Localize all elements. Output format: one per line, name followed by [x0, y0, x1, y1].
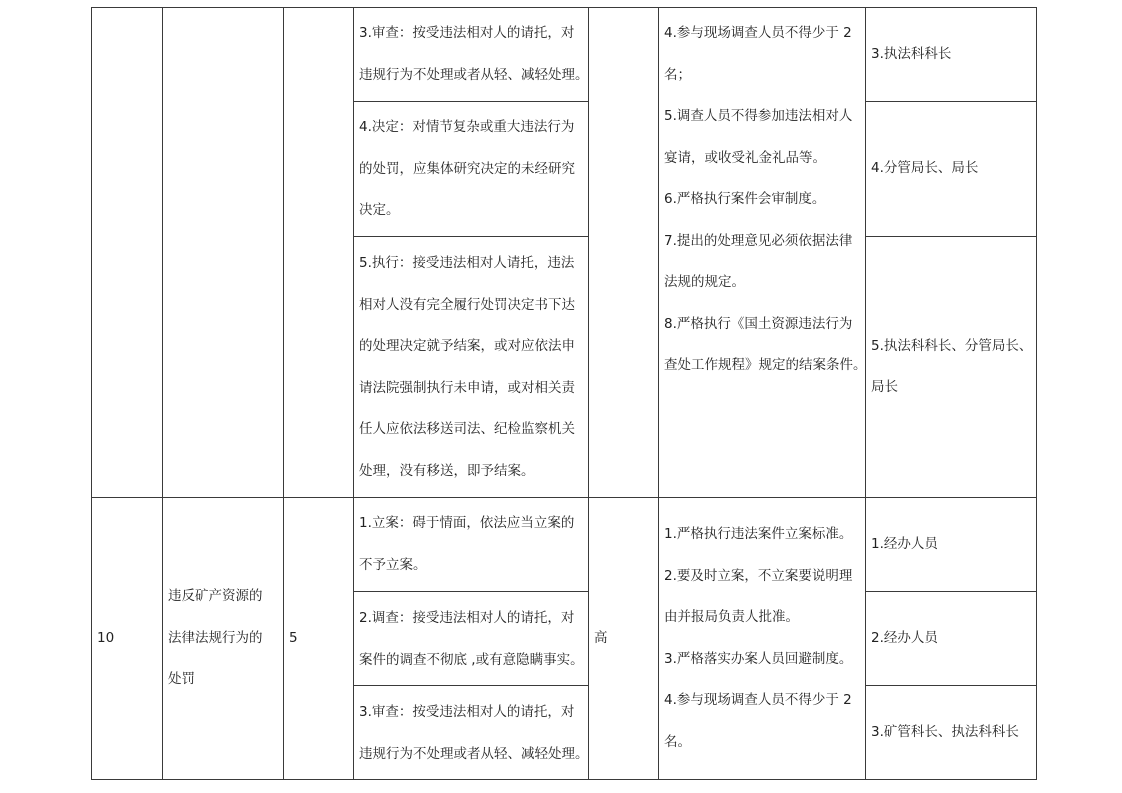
- risk-step-cell: [359, 503, 574, 586]
- cell-text-line: 请法院强制执行未申请，或对相关责: [359, 379, 575, 396]
- table-border-bottom: [91, 779, 1037, 780]
- cell-text-line: 4.参与现场调查人员不得少于 2: [664, 692, 852, 708]
- risk-step-cell: [359, 13, 589, 96]
- cell-text-line: 宴请，或收受礼金礼品等。: [664, 149, 826, 166]
- cell-text-line: 4.决定：对情节复杂或重大违法行为: [359, 119, 575, 135]
- cell-text-line: 处罚: [168, 671, 195, 688]
- sub-row-divider: [353, 685, 589, 686]
- prevention-measures-cell: [664, 514, 852, 763]
- cell-text-line: 8.严格执行《国土资源违法行为: [664, 315, 853, 332]
- cell-text-line: 违反矿产资源的: [168, 588, 263, 605]
- risk-step-cell: [359, 598, 584, 681]
- cell-text-line: 局长: [871, 379, 898, 395]
- cell-text-line: 处理，没有移送，即予结案。: [359, 462, 535, 479]
- column-divider: [658, 7, 659, 780]
- cell-text-line: 3.严格落实办案人员回避制度。: [664, 650, 853, 667]
- cell-text-line: 3.审查：按受违法相对人的请托，对: [359, 704, 575, 720]
- cell-text-line: 查处工作规程》规定的结案条件。: [664, 357, 867, 373]
- sub-row-divider: [353, 591, 589, 592]
- cell-text-line: 1.严格执行违法案件立案标准。: [664, 526, 853, 542]
- cell-text-line: 7.提出的处理意见必须依据法律: [664, 232, 853, 249]
- cell-text-line: 由并报局负责人批准。: [664, 609, 799, 625]
- cell-text-line: 违规行为不处理或者从轻、减轻处理。: [359, 66, 589, 83]
- cell-text-line: 2.要及时立案，不立案要说明理: [664, 567, 853, 584]
- cell-text-line: 相对人没有完全履行处罚决定书下达: [359, 296, 575, 313]
- risk-level: 高: [594, 629, 608, 646]
- cell-text-line: 名。: [664, 733, 691, 750]
- cell-text-line: 5.执行：接受违法相对人请托，违法: [359, 255, 575, 271]
- cell-text-line: 违规行为不处理或者从轻、减轻处理。: [359, 745, 589, 762]
- risk-level-cell: [594, 498, 608, 779]
- cell-text-line: 的处罚，应集体研究决定的未经研究: [359, 160, 575, 177]
- sub-row-divider: [353, 101, 589, 102]
- cell-text-line: 的处理决定就予结案，或对应依法申: [359, 338, 575, 354]
- row-number-cell: [97, 498, 114, 779]
- column-divider: [162, 7, 163, 780]
- cell-text-line: 2.经办人员: [871, 629, 938, 646]
- count-cell: [289, 498, 298, 779]
- cell-text-line: 法律法规行为的: [168, 629, 263, 646]
- responsible-person-cell: [871, 498, 938, 591]
- responsible-person-cell: [871, 102, 978, 236]
- sub-row-divider: [353, 236, 589, 237]
- cell-text-line: 案件的调查不彻底 ,或有意隐瞒事实。: [359, 651, 584, 668]
- column-divider: [283, 7, 284, 780]
- cell-text-line: 任人应依法移送司法、纪检监察机关: [359, 421, 575, 437]
- cell-text-line: 法规的规定。: [664, 274, 745, 290]
- cell-text-line: 3.执法科科长: [871, 45, 952, 62]
- responsible-person-cell: [871, 686, 1019, 779]
- table-border-left: [91, 7, 92, 780]
- prevention-measures-cell: [664, 13, 867, 387]
- table-border-right: [1036, 7, 1037, 780]
- responsible-person-cell: [871, 237, 1032, 497]
- cell-text-line: 4.参与现场调查人员不得少于 2: [664, 25, 852, 41]
- item-name-cell: [168, 498, 263, 779]
- cell-text-line: 名；: [664, 66, 691, 83]
- cell-text-line: 3.审查：按受违法相对人的请托，对: [359, 25, 575, 41]
- column-divider: [588, 7, 589, 780]
- cell-text-line: 2.调查：接受违法相对人的请托，对: [359, 610, 575, 626]
- responsible-person-cell: [871, 592, 938, 685]
- cell-text-line: 不予立案。: [359, 556, 427, 573]
- cell-text-line: 4.分管局长、局长: [871, 160, 979, 177]
- cell-text-line: 3.矿管科长、执法科科长: [871, 723, 1019, 740]
- cell-text-line: 决定。: [359, 202, 400, 218]
- risk-step-cell: [359, 692, 589, 775]
- cell-text-line: 6.严格执行案件会审制度。: [664, 191, 826, 207]
- risk-count: 5: [289, 629, 298, 646]
- risk-step-cell: [359, 107, 575, 232]
- cell-text-line: 1.经办人员: [871, 535, 938, 552]
- column-divider: [353, 7, 354, 780]
- cell-text-line: 1.立案：碍于情面，依法应当立案的: [359, 515, 575, 531]
- responsible-person-cell: [871, 8, 951, 101]
- cell-text-line: 5.调查人员不得参加违法相对人: [664, 108, 853, 124]
- cell-text-line: 5.执法科科长、分管局长、: [871, 337, 1033, 354]
- risk-step-cell: [359, 243, 575, 492]
- row-number: 10: [97, 629, 115, 646]
